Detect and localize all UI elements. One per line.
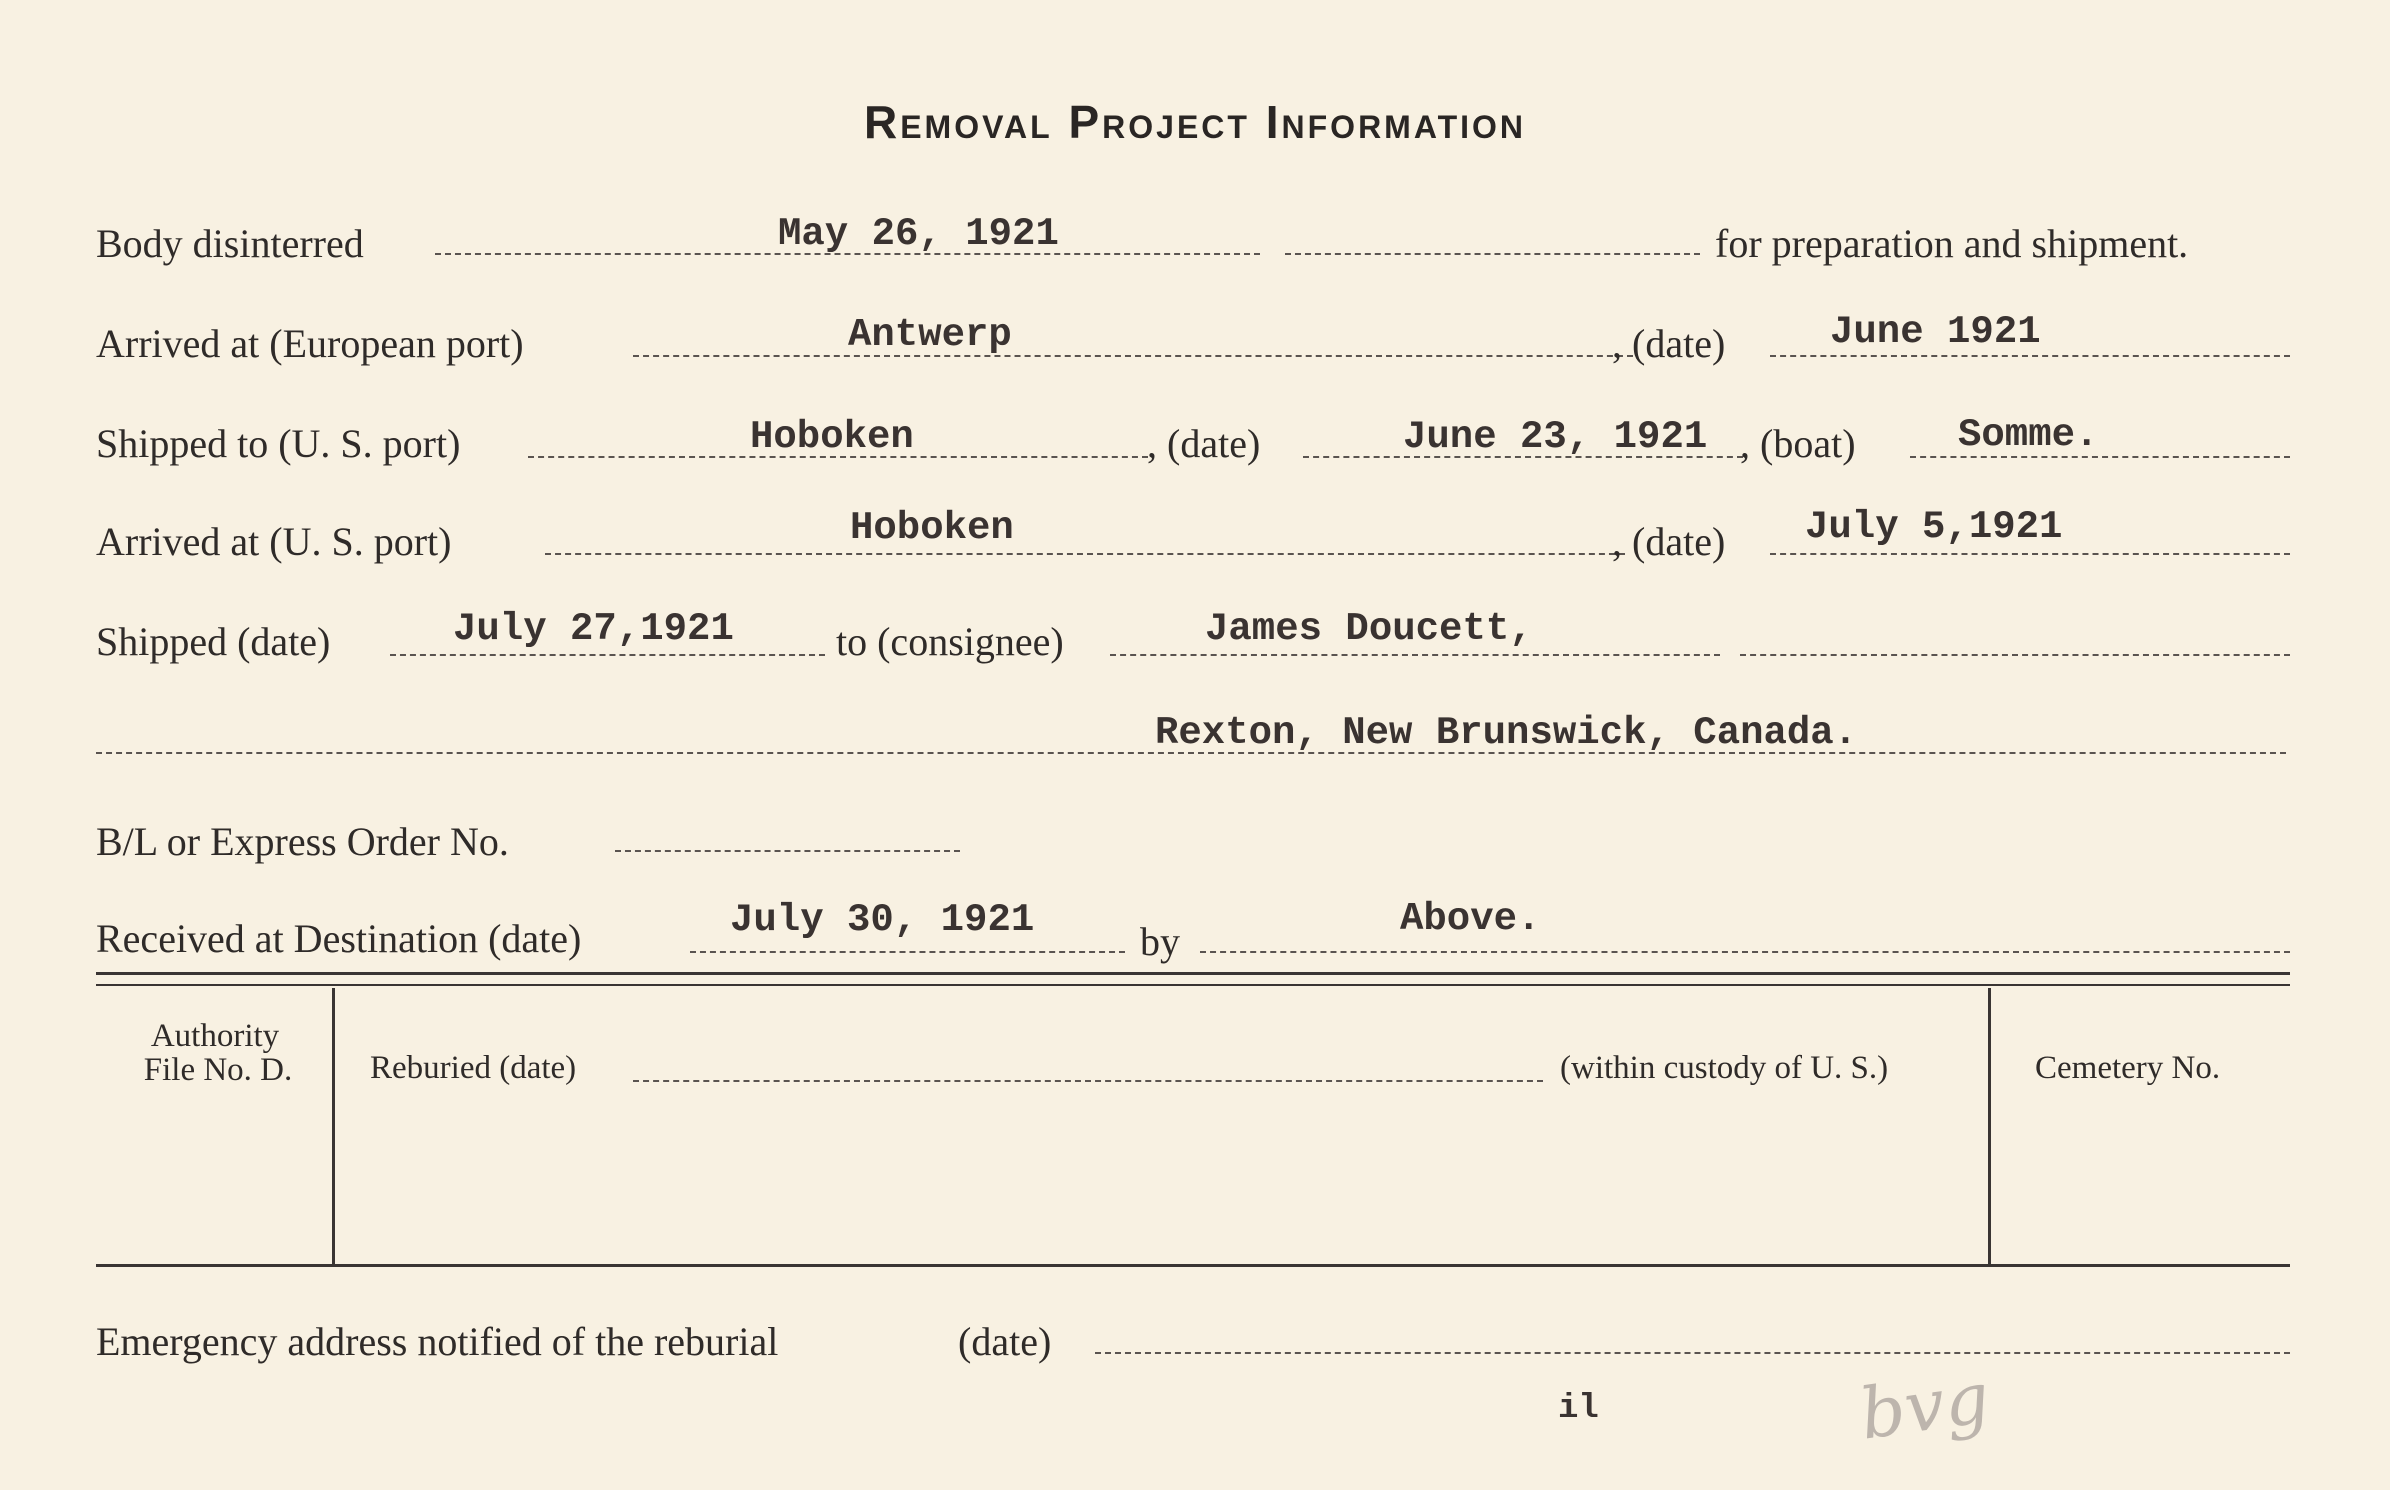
authority-label-2: File No. D.: [143, 1052, 293, 1088]
shipped-us-port-date-label: , (date): [1147, 421, 1261, 466]
shipped-us-port-date: June 23, 1921: [1403, 415, 1708, 459]
arrived-european-line: [633, 355, 1633, 357]
received-by: Above.: [1400, 897, 1541, 941]
arrived-us-port-line: [545, 553, 1625, 555]
arrived-european-date-line: [1770, 355, 2290, 357]
body-disinterred-line-2: [1285, 253, 1700, 255]
emergency-label: Emergency address notified of the reburial: [96, 1319, 779, 1364]
arrived-european-date: June 1921: [1830, 310, 2041, 354]
arrived-us-port-label: Arrived at (U. S. port): [96, 519, 452, 564]
body-disinterred-value: May 26, 1921: [778, 212, 1059, 256]
bl-order-label: B/L or Express Order No.: [96, 819, 509, 864]
shipped-us-port-boat-label: , (boat): [1740, 421, 1856, 466]
received-date-line: [690, 951, 1125, 953]
emergency-date-label: (date): [958, 1319, 1052, 1364]
bl-order-line: [615, 850, 960, 852]
body-disinterred-suffix: for preparation and shipment.: [1715, 221, 2189, 266]
reburied-line: [633, 1080, 1543, 1082]
consignee-line: [1110, 654, 1720, 656]
footer-code: il: [1558, 1390, 1599, 1428]
shipped-us-port-boat: Somme.: [1958, 413, 2099, 457]
received-by-line: [1200, 951, 2290, 953]
reburied-label: Reburied (date): [370, 1050, 577, 1086]
table-top-rule: [96, 972, 2290, 975]
cemetery-label: Cemetery No.: [2035, 1050, 2221, 1086]
arrived-us-port-date-line: [1770, 553, 2290, 555]
arrived-european-port: Antwerp: [848, 313, 1012, 357]
shipped-date-value: July 27,1921: [453, 607, 734, 651]
card-title: Removal Project Information: [863, 96, 1527, 148]
shipped-us-port-label: Shipped to (U. S. port): [96, 421, 461, 466]
arrived-us-port-date-label: , (date): [1612, 519, 1726, 564]
arrived-european-date-label: , (date): [1612, 321, 1726, 366]
authority-label-1: Authority: [150, 1018, 280, 1054]
table-bottom-rule: [96, 1264, 2290, 1267]
arrived-us-port-value: Hoboken: [850, 506, 1014, 550]
table-divider-2: [1988, 988, 1991, 1264]
consignee-name: James Doucett,: [1205, 607, 1533, 651]
table-divider-1: [332, 988, 335, 1264]
shipped-date-line: [390, 654, 825, 656]
received-label: Received at Destination (date): [96, 916, 582, 961]
pencil-initials: bvg: [1854, 1356, 1995, 1456]
emergency-line: [1095, 1352, 2290, 1354]
arrived-european-label: Arrived at (European port): [96, 321, 524, 366]
consignee-line-2: [1740, 654, 2290, 656]
consignee-address: Rexton, New Brunswick, Canada.: [1155, 711, 1858, 755]
shipped-us-port-value: Hoboken: [750, 415, 914, 459]
shipped-date-label: Shipped (date): [96, 619, 331, 664]
table-top-rule-2: [96, 984, 2290, 986]
custody-label: (within custody of U. S.): [1560, 1050, 1889, 1086]
body-disinterred-label: Body disinterred: [96, 221, 364, 266]
consignee-label: to (consignee): [836, 619, 1064, 664]
received-by-label: by: [1140, 919, 1180, 964]
received-date: July 30, 1921: [730, 898, 1035, 942]
arrived-us-port-date: July 5,1921: [1805, 505, 2063, 549]
